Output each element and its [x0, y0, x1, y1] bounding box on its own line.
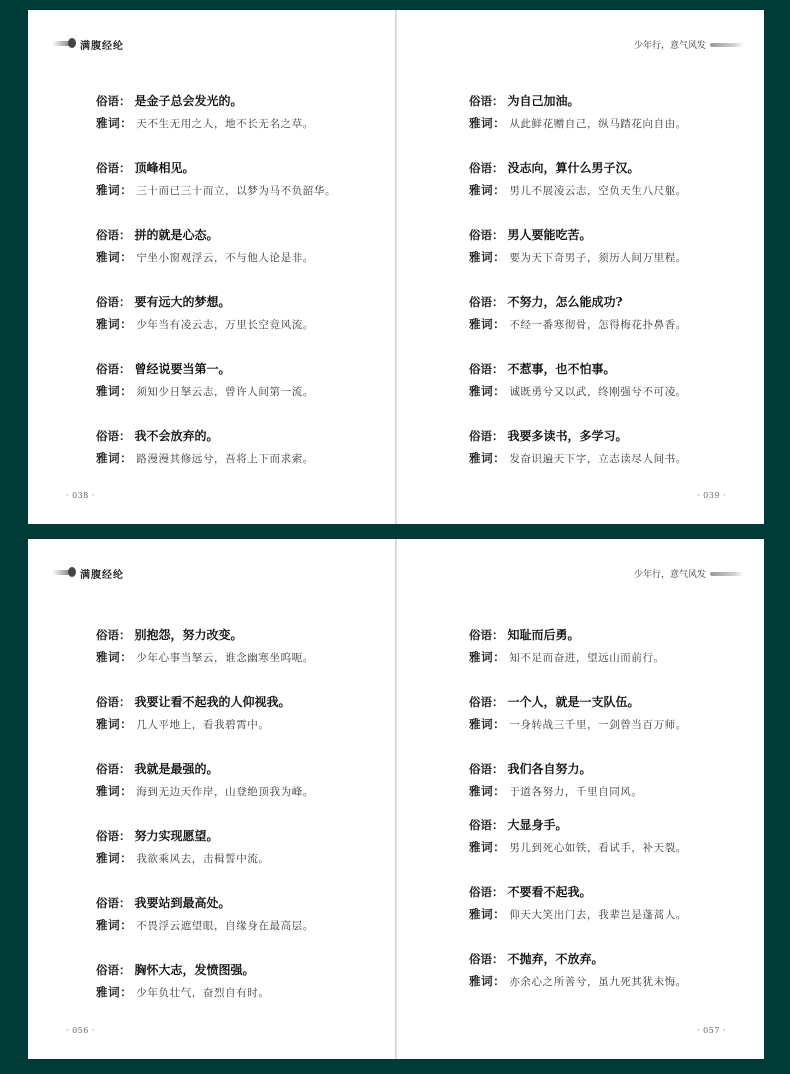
proverb-text: 胸怀大志，发愤图强。 — [134, 963, 255, 977]
brush-stroke-icon — [710, 572, 744, 576]
proverb-text: 没志向，算什么男子汉。 — [507, 161, 640, 175]
book-spread-bottom — [28, 539, 764, 1059]
proverb-label: 俗语： — [96, 429, 131, 443]
elegant-label: 雅词： — [96, 650, 133, 664]
entry — [96, 827, 270, 868]
proverb-label: 俗语： — [469, 429, 504, 443]
elegant-text: 亦余心之所善兮，虽九死其犹未悔。 — [509, 976, 687, 988]
elegant-text: 天不生无用之人，地不长无名之草。 — [136, 118, 314, 130]
proverb-label: 俗语： — [469, 762, 504, 776]
proverb-text: 我们各自努力。 — [507, 762, 592, 776]
proverb-text: 不抛弃，不放弃。 — [507, 952, 604, 966]
entry — [469, 360, 687, 401]
elegant-text: 三十而已三十而立，以梦为马不负韶华。 — [136, 185, 337, 197]
elegant-text: 少年当有凌云志，万里长空竟风流。 — [136, 319, 314, 331]
elegant-label: 雅词： — [469, 384, 506, 398]
proverb-text: 曾经说要当第一。 — [134, 362, 231, 376]
proverb-label: 俗语： — [96, 161, 131, 175]
elegant-label: 雅词： — [469, 250, 506, 264]
elegant-label: 雅词： — [96, 451, 133, 465]
elegant-label: 雅词： — [96, 851, 133, 865]
proverb-text: 我不会放弃的。 — [134, 429, 219, 443]
entry — [96, 626, 314, 667]
elegant-text: 男儿到死心如铁，看试手，补天裂。 — [509, 842, 687, 854]
entry — [96, 961, 270, 1002]
proverb-text: 大显身手。 — [507, 818, 568, 832]
proverb-label: 俗语： — [96, 628, 131, 642]
proverb-label: 俗语： — [469, 695, 504, 709]
entry — [469, 92, 687, 133]
proverb-text: 拼的就是心态。 — [134, 228, 219, 242]
elegant-label: 雅词： — [469, 116, 506, 130]
elegant-text: 发奋识遍天下字，立志读尽人间书。 — [509, 453, 687, 465]
elegant-text: 少年心事当拏云，谁念幽寒坐呜呃。 — [136, 652, 314, 664]
proverb-text: 我要多读书，多学习。 — [507, 429, 628, 443]
proverb-label: 俗语： — [469, 228, 504, 242]
entry — [96, 92, 314, 133]
entry — [469, 293, 687, 334]
elegant-text: 诚既勇兮又以武，终刚强兮不可凌。 — [509, 386, 687, 398]
entry — [469, 760, 643, 801]
entry — [469, 159, 687, 200]
proverb-label: 俗语： — [96, 295, 131, 309]
proverb-label: 俗语： — [96, 228, 131, 242]
brush-logo-icon — [52, 41, 74, 46]
page-number: · 039 · — [697, 491, 726, 500]
chapter-title: 少年行，意气风发 — [633, 570, 706, 580]
entry — [96, 159, 336, 200]
elegant-label: 雅词： — [96, 985, 133, 999]
elegant-label: 雅词： — [96, 317, 133, 331]
elegant-text: 于道各努力，千里自同风。 — [509, 786, 643, 798]
elegant-label: 雅词： — [469, 974, 506, 988]
proverb-text: 要有远大的梦想。 — [134, 295, 231, 309]
proverb-label: 俗语： — [469, 818, 504, 832]
entry — [96, 293, 314, 334]
proverb-label: 俗语： — [469, 628, 504, 642]
elegant-text: 从此鲜花赠自己，纵马踏花向自由。 — [509, 118, 687, 130]
elegant-label: 雅词： — [96, 384, 133, 398]
elegant-text: 知不足而奋进，望远山而前行。 — [509, 652, 665, 664]
book-title: 满腹经纶 — [80, 41, 124, 52]
proverb-text: 为自己加油。 — [507, 94, 580, 108]
entry — [469, 626, 665, 667]
proverb-label: 俗语： — [469, 94, 504, 108]
proverb-text: 努力实现愿望。 — [134, 829, 219, 843]
brush-stroke-icon — [710, 43, 744, 47]
entry — [469, 950, 687, 991]
entry — [469, 693, 687, 734]
entry — [469, 427, 687, 468]
elegant-text: 须知少日拏云志，曾许人间第一流。 — [136, 386, 314, 398]
entry — [96, 693, 291, 734]
entry — [469, 816, 687, 857]
entry — [96, 427, 314, 468]
elegant-text: 不经一番寒彻骨，怎得梅花扑鼻香。 — [509, 319, 687, 331]
proverb-text: 别抱怨，努力改变。 — [134, 628, 243, 642]
proverb-text: 知耻而后勇。 — [507, 628, 580, 642]
brush-logo-icon — [52, 570, 74, 575]
elegant-text: 我欲乘风去，击楫誓中流。 — [136, 853, 270, 865]
page-039 — [397, 10, 764, 524]
elegant-text: 不畏浮云遮望眼，自缘身在最高层。 — [136, 920, 314, 932]
elegant-text: 男儿不展凌云志，空负天生八尺躯。 — [509, 185, 687, 197]
proverb-label: 俗语： — [96, 896, 131, 910]
proverb-text: 男人要能吃苦。 — [507, 228, 592, 242]
elegant-text: 宁坐小窗观浮云，不与他人论是非。 — [136, 252, 314, 264]
elegant-text: 路漫漫其修远兮，吾将上下而求索。 — [136, 453, 314, 465]
elegant-label: 雅词： — [469, 317, 506, 331]
entry — [96, 894, 314, 935]
proverb-text: 不努力，怎么能成功? — [507, 295, 623, 309]
page-056 — [28, 539, 396, 1059]
elegant-label: 雅词： — [469, 784, 506, 798]
entry — [469, 226, 687, 267]
proverb-label: 俗语： — [96, 829, 131, 843]
proverb-text: 我要站到最高处。 — [134, 896, 231, 910]
entry — [96, 760, 314, 801]
entry — [96, 360, 314, 401]
elegant-text: 仰天大笑出门去，我辈岂是蓬蒿人。 — [509, 909, 687, 921]
proverb-label: 俗语： — [96, 762, 131, 776]
page-number: · 057 · — [697, 1026, 726, 1035]
proverb-text: 不要看不起我。 — [507, 885, 592, 899]
elegant-label: 雅词： — [469, 840, 506, 854]
elegant-label: 雅词： — [469, 907, 506, 921]
page-number: · 056 · — [66, 1026, 95, 1035]
chapter-title: 少年行，意气风发 — [633, 41, 706, 51]
book-spread-top — [28, 10, 764, 524]
elegant-text: 海到无边天作岸，山登绝顶我为峰。 — [136, 786, 314, 798]
elegant-label: 雅词： — [469, 451, 506, 465]
elegant-label: 雅词： — [96, 717, 133, 731]
proverb-label: 俗语： — [96, 362, 131, 376]
elegant-text: 少年负壮气，奋烈自有时。 — [136, 987, 270, 999]
proverb-label: 俗语： — [469, 885, 504, 899]
elegant-label: 雅词： — [469, 650, 506, 664]
page-057 — [397, 539, 764, 1059]
proverb-label: 俗语： — [96, 963, 131, 977]
elegant-label: 雅词： — [96, 183, 133, 197]
elegant-text: 一身转战三千里，一剑曾当百万师。 — [509, 719, 687, 731]
proverb-label: 俗语： — [469, 952, 504, 966]
page-038 — [28, 10, 396, 524]
elegant-text: 要为天下奇男子，须历人间万里程。 — [509, 252, 687, 264]
book-title: 满腹经纶 — [80, 570, 124, 581]
proverb-label: 俗语： — [469, 161, 504, 175]
entry — [469, 883, 687, 924]
proverb-label: 俗语： — [469, 295, 504, 309]
proverb-label: 俗语： — [96, 695, 131, 709]
elegant-label: 雅词： — [96, 784, 133, 798]
elegant-text: 几人平地上，看我碧霄中。 — [136, 719, 270, 731]
elegant-label: 雅词： — [96, 116, 133, 130]
proverb-text: 我要让看不起我的人仰视我。 — [134, 695, 291, 709]
proverb-text: 不惹事，也不怕事。 — [507, 362, 616, 376]
page-number: · 038 · — [66, 491, 95, 500]
proverb-text: 一个人，就是一支队伍。 — [507, 695, 640, 709]
proverb-text: 是金子总会发光的。 — [134, 94, 243, 108]
proverb-label: 俗语： — [469, 362, 504, 376]
elegant-label: 雅词： — [469, 183, 506, 197]
proverb-text: 我就是最强的。 — [134, 762, 219, 776]
entry — [96, 226, 314, 267]
proverb-label: 俗语： — [96, 94, 131, 108]
elegant-label: 雅词： — [469, 717, 506, 731]
elegant-label: 雅词： — [96, 250, 133, 264]
proverb-text: 顶峰相见。 — [134, 161, 195, 175]
elegant-label: 雅词： — [96, 918, 133, 932]
